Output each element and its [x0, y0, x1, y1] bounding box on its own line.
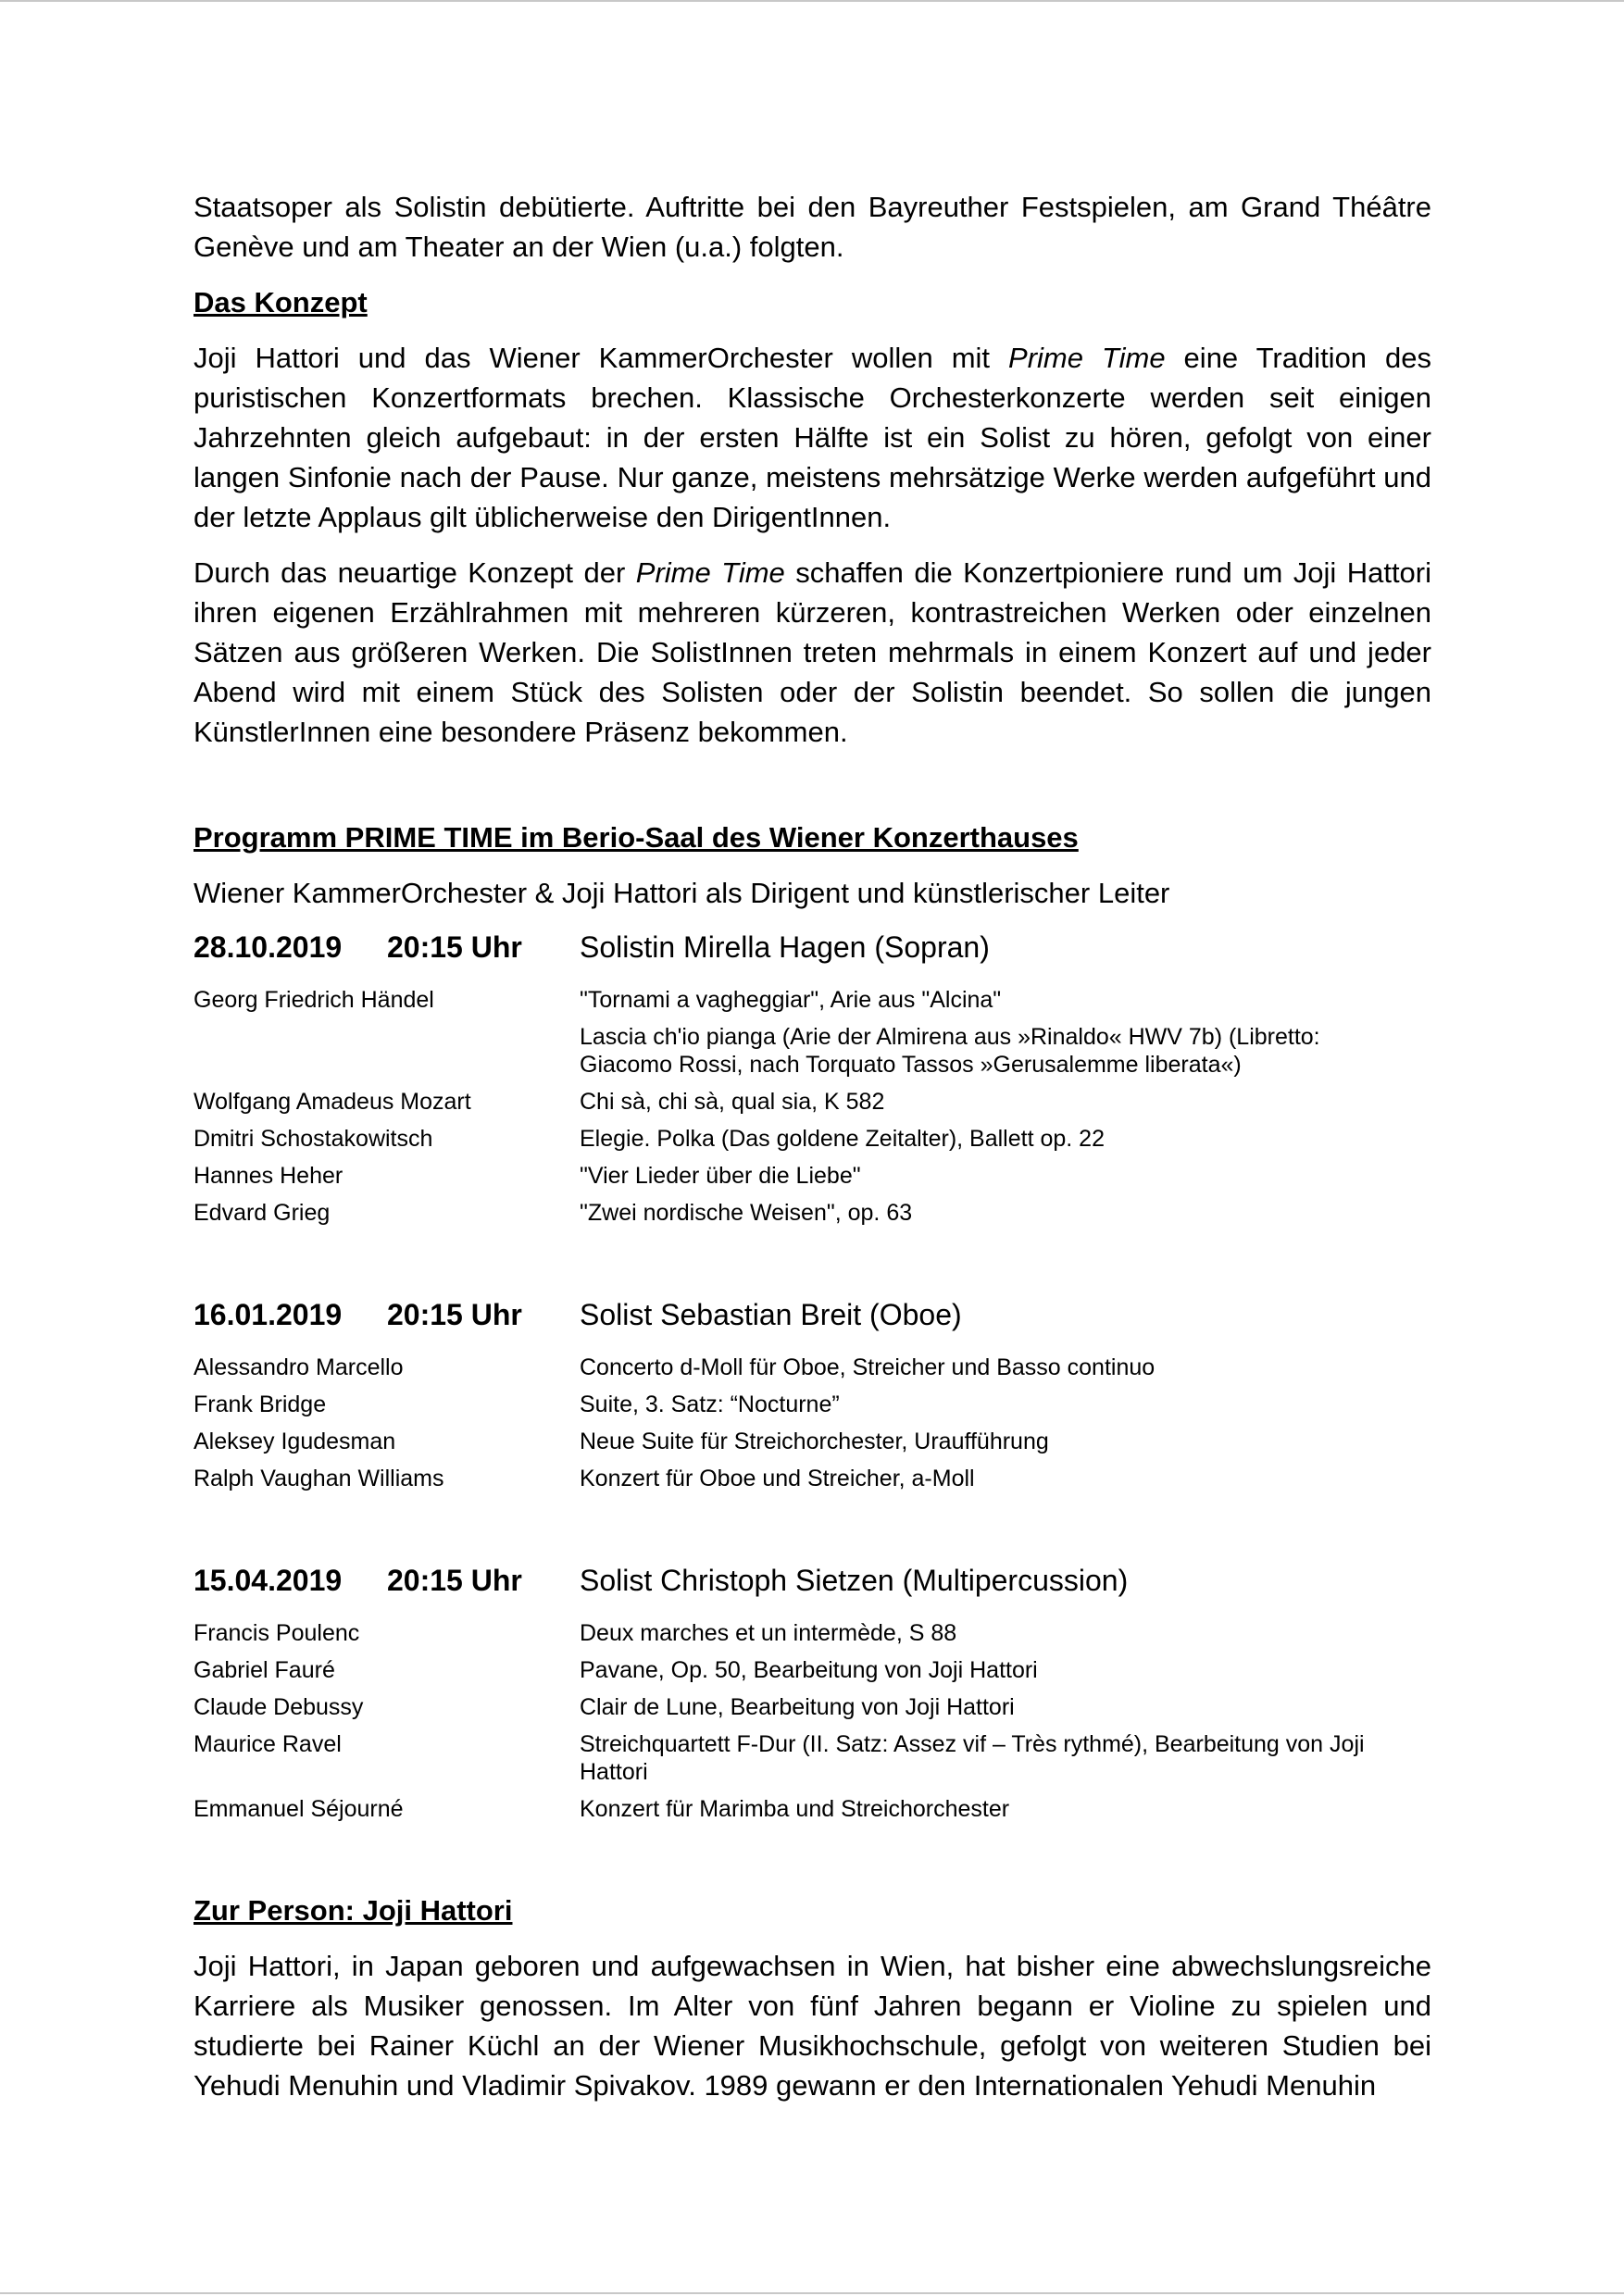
program-list: [194, 982, 1431, 1232]
composer: Ralph Vaughan Williams: [194, 1466, 444, 1491]
event-header: [194, 924, 1431, 970]
composer: Gabriel Fauré: [194, 1657, 335, 1683]
work: "Zwei nordische Weisen", op. 63: [580, 1200, 913, 1226]
document-page: [194, 187, 1431, 2105]
program-item: [194, 1084, 1431, 1121]
event-header: [194, 1557, 1431, 1603]
program-item: [194, 1791, 1431, 1828]
program-list: [194, 1350, 1431, 1498]
composer: Dmitri Schostakowitsch: [194, 1126, 433, 1152]
person-paragraph: Joji Hattori, in Japan geboren und aufgewachsen in Wien, hat bisher eine abwechslungsreiche Karriere als Musiker genossen. Im Alter von fünf Jahren begann er Violine zu spielen und studierte bei Rainer Küchl an der Wiener Musikhochschule, gefolgt von weiteren Studien bei Yehudi Menuhin und Vladimir Spivakov. 1989 gewann er den Internationalen Yehudi Menuhin: [194, 1950, 1431, 2102]
person-heading: Zur Person: Joji Hattori: [194, 1894, 513, 1927]
konzept-heading: Das Konzept: [194, 286, 368, 318]
program-item: [194, 1195, 1431, 1232]
composer: Emmanuel Séjourné: [194, 1796, 404, 1822]
composer: Frank Bridge: [194, 1391, 327, 1417]
event-2: [194, 1292, 1431, 1498]
program-item: [194, 1653, 1431, 1690]
work: Lascia ch'io pianga (Arie der Almirena aus »Rinaldo« HWV 7b) (Libretto: Giacomo Rossi, nach Torquato Tassos »Gerusalemme liberata«): [580, 1024, 1320, 1078]
event-header: [194, 1292, 1431, 1338]
program-item: [194, 1727, 1431, 1791]
work: Pavane, Op. 50, Bearbeitung von Joji Hattori: [580, 1657, 1038, 1683]
event-1: [194, 924, 1431, 1232]
work: Streichquartett F-Dur (II. Satz: Assez vif – Très rythmé), Bearbeitung von Joji Hattori: [580, 1731, 1365, 1785]
work: Clair de Lune, Bearbeitung von Joji Hattori: [580, 1694, 1015, 1720]
work: Konzert für Marimba und Streichorchester: [580, 1796, 1010, 1822]
composer: Wolfgang Amadeus Mozart: [194, 1089, 471, 1115]
intro-continuation: Staatsoper als Solistin debütierte. Auftritte bei den Bayreuther Festspielen, am Grand Théâtre Genève und am Theater an der Wien (u.a.) folgten.: [194, 191, 1431, 263]
event-date: 16.01.2019: [194, 1298, 343, 1331]
konzept-paragraph-2: Durch das neuartige Konzept der Prime Time schaffen die Konzertpioniere rund um Joji Hattori ihren eigenen Erzählrahmen mit mehreren kürzeren, kontrastreichen Werken oder einzelnen Sätzen aus größeren Werken. Die SolistInnen treten mehrmals in einem Konzert auf und jeder Abend wird mit einem Stück des Solisten oder der Solistin beendet. So sollen die jungen KünstlerInnen eine besondere Präsenz bekommen.: [194, 556, 1432, 748]
programm-heading: Programm PRIME TIME im Berio-Saal des Wiener Konzerthauses: [194, 821, 1079, 854]
event-soloist: Solist Christoph Sietzen (Multipercussion): [580, 1564, 1129, 1597]
event-soloist: Solistin Mirella Hagen (Sopran): [580, 930, 990, 964]
work: Chi sà, chi sà, qual sia, K 582: [580, 1089, 885, 1115]
composer: Claude Debussy: [194, 1694, 364, 1720]
event-date: 28.10.2019: [194, 930, 343, 964]
program-item: [194, 1158, 1431, 1195]
program-item: [194, 1350, 1431, 1387]
work: "Tornami a vagheggiar", Arie aus "Alcina": [580, 987, 1002, 1013]
composer: Georg Friedrich Händel: [194, 987, 434, 1013]
program-item: [194, 1690, 1431, 1727]
event-3: [194, 1557, 1431, 1828]
prime-time-italic: Prime Time: [1008, 342, 1166, 374]
program-item: [194, 1387, 1431, 1424]
work: Neue Suite für Streichorchester, Uraufführung: [580, 1429, 1049, 1454]
page-border-top: [0, 0, 1624, 2]
work: Elegie. Polka (Das goldene Zeitalter), Ballett op. 22: [580, 1126, 1105, 1152]
event-time: 20:15 Uhr: [387, 1564, 522, 1597]
event-date: 15.04.2019: [194, 1564, 343, 1597]
program-item: [194, 1616, 1431, 1653]
work: Deux marches et un intermède, S 88: [580, 1620, 957, 1646]
work: "Vier Lieder über die Liebe": [580, 1163, 861, 1189]
event-soloist: Solist Sebastian Breit (Oboe): [580, 1298, 962, 1331]
composer: Maurice Ravel: [194, 1731, 342, 1757]
composer: [194, 1023, 580, 1079]
program-item: [194, 1424, 1431, 1461]
program-item: [194, 1019, 1431, 1084]
konzept-paragraph-1: Joji Hattori und das Wiener KammerOrchester wollen mit Prime Time eine Tradition des puristischen Konzertformats brechen. Klassische Orchesterkonzerte werden seit einigen Jahrzehnten gleich aufgebaut: in der ersten Hälfte ist ein Solist zu hören, gefolgt von einer langen Sinfonie nach der Pause. Nur ganze, meistens mehrsätzige Werke werden aufgeführt und der letzte Applaus gilt üblicherweise den DirigentInnen.: [194, 342, 1432, 533]
work: Suite, 3. Satz: “Nocturne”: [580, 1391, 840, 1417]
event-time: 20:15 Uhr: [387, 1298, 522, 1331]
programm-subtitle: Wiener KammerOrchester & Joji Hattori als Dirigent und künstlerischer Leiter: [194, 877, 1170, 909]
composer: Edvard Grieg: [194, 1200, 331, 1226]
composer: Alessandro Marcello: [194, 1354, 404, 1380]
program-list: [194, 1616, 1431, 1828]
prime-time-italic: Prime Time: [635, 556, 785, 589]
work: Concerto d-Moll für Oboe, Streicher und Basso continuo: [580, 1354, 1156, 1380]
composer: Francis Poulenc: [194, 1620, 360, 1646]
program-item: [194, 1121, 1431, 1158]
program-item: [194, 1461, 1431, 1498]
composer: Hannes Heher: [194, 1163, 344, 1189]
program-item: [194, 982, 1431, 1019]
work: Konzert für Oboe und Streicher, a-Moll: [580, 1466, 975, 1491]
composer: Aleksey Igudesman: [194, 1429, 396, 1454]
event-time: 20:15 Uhr: [387, 930, 522, 964]
page-border-bottom: [0, 2292, 1624, 2294]
